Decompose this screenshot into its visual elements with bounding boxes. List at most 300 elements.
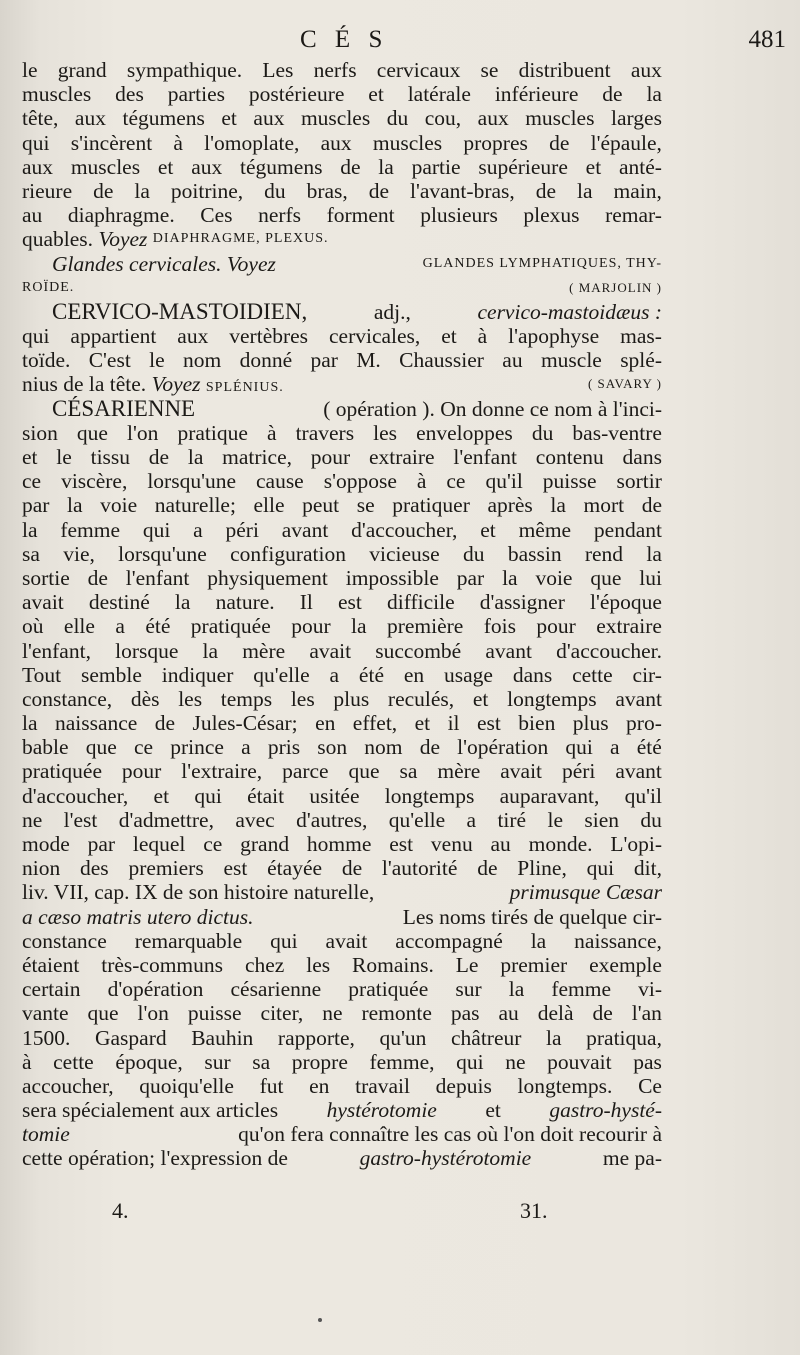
text-line <box>22 1001 662 1025</box>
word: temps <box>220 686 273 711</box>
word: l'autorité <box>381 856 458 881</box>
word: muscles <box>525 106 595 131</box>
word: rapporte, <box>277 1025 355 1050</box>
word: grand <box>57 58 107 82</box>
word: du <box>463 541 485 566</box>
word: avait <box>500 759 543 784</box>
entry-heading-line: CÉSARIENNE ( opération ). On donne ce nom à l'inci- <box>52 395 662 421</box>
word: C'est <box>88 348 131 373</box>
word: puisse <box>187 1001 242 1026</box>
text-line <box>22 131 662 155</box>
word: extraire <box>596 614 662 639</box>
word: que <box>87 1001 119 1026</box>
word: aux <box>253 106 285 131</box>
text-line <box>22 276 662 300</box>
word: étaient <box>22 952 80 977</box>
word: matrice, <box>222 445 292 469</box>
word: et <box>414 711 431 736</box>
word: femme <box>551 977 612 1002</box>
word: citer, <box>260 1001 304 1026</box>
word: vie, <box>63 541 95 566</box>
word: pratiquée <box>190 614 271 639</box>
text-line: a cæso matris utero dictus. Les noms tirés de quelque cir- <box>22 904 662 929</box>
word: sur <box>204 1049 231 1074</box>
word: M. <box>356 348 381 373</box>
text-line <box>22 953 662 977</box>
word: partie <box>411 154 461 179</box>
word: bras, <box>306 178 348 203</box>
word: de <box>340 154 361 179</box>
word: cervicaux <box>376 58 461 82</box>
word: de <box>641 493 662 518</box>
word: plus <box>333 686 370 711</box>
word: tiré <box>497 807 527 832</box>
word: 1500. <box>22 1025 71 1050</box>
word: ne <box>505 1049 526 1074</box>
text-line <box>22 856 662 880</box>
word: à <box>173 130 183 155</box>
word: sortir <box>616 469 662 494</box>
word: pratiquée <box>348 977 429 1002</box>
text-line <box>22 348 662 372</box>
word: cir- <box>632 662 662 687</box>
word: la <box>22 711 38 736</box>
word: qu'il <box>485 469 523 494</box>
word: pour <box>291 614 331 639</box>
word: plexus <box>523 203 580 228</box>
word: la <box>378 154 394 179</box>
word: qui <box>142 517 171 542</box>
word: naturelle; <box>154 493 236 518</box>
word: ce <box>22 469 42 494</box>
word: la <box>351 614 367 639</box>
word: certain <box>22 977 81 1002</box>
word: tégumens <box>122 106 205 131</box>
text-line: sera spécialement aux articles hystérotomie et gastro-hysté- <box>22 1098 662 1123</box>
word: qu'elle <box>388 807 446 832</box>
word: muscles <box>372 130 443 155</box>
word: étayée <box>267 856 323 881</box>
word: été <box>358 662 384 687</box>
headword: CÉSARIENNE <box>52 395 196 421</box>
word: pendant <box>593 517 662 542</box>
word: larges <box>610 106 662 131</box>
word: tête, <box>22 106 59 131</box>
word: s'incèrent <box>70 130 153 155</box>
word: auparavant, <box>499 783 600 808</box>
word: la <box>67 493 83 518</box>
author-signature: ( MARJOLIN ) <box>569 279 662 295</box>
word: la <box>646 82 662 107</box>
text-line <box>22 1026 662 1050</box>
word: et <box>22 445 38 469</box>
word: ce <box>133 735 154 760</box>
word: nerfs <box>258 203 302 228</box>
word: et <box>585 154 602 179</box>
word: Pline, <box>517 856 567 881</box>
word: splé- <box>620 348 662 373</box>
word: Le <box>455 952 479 977</box>
word: que <box>76 420 108 445</box>
word: la <box>550 493 566 518</box>
word: il <box>447 711 460 736</box>
word: mère <box>437 759 481 784</box>
word: péri <box>225 517 259 542</box>
word: les <box>290 686 315 711</box>
text-line <box>22 58 662 82</box>
word: la <box>187 445 204 469</box>
word: son <box>317 735 348 760</box>
word: l'on <box>127 420 159 445</box>
word: Ces <box>200 203 233 228</box>
word: l'an <box>631 1001 662 1026</box>
word: Chaussier <box>399 348 484 373</box>
word: de <box>368 178 390 203</box>
word: pris <box>267 735 301 760</box>
word: nature. <box>215 590 275 615</box>
word: était <box>247 783 285 808</box>
word: la <box>577 178 593 203</box>
word: latérale <box>407 82 471 107</box>
word: puisse <box>542 469 597 494</box>
word: bable <box>22 735 69 760</box>
word: du <box>264 178 286 203</box>
paper-speck <box>318 1318 322 1322</box>
word: cou, <box>424 106 462 131</box>
word: et <box>157 154 174 179</box>
word: d'autres, <box>296 807 368 832</box>
word: l'enfant <box>125 565 190 590</box>
word: appartient <box>70 324 157 349</box>
text-line: quables. Voyez DIAPHRAGME, PLEXUS. <box>22 227 329 252</box>
word: longtemps <box>507 686 597 711</box>
word: la <box>134 178 150 203</box>
word: sa <box>399 759 418 784</box>
text-line <box>22 179 662 203</box>
word: et <box>368 82 384 107</box>
word: au <box>490 832 511 856</box>
word: voie <box>535 565 573 590</box>
word: la <box>22 517 38 542</box>
word: de <box>477 856 498 881</box>
word: vertèbres <box>229 324 309 349</box>
word: qui <box>565 735 593 760</box>
text-line <box>22 759 662 783</box>
word: premiers <box>128 856 204 881</box>
word: mort <box>583 493 625 518</box>
word: Romains. <box>352 952 434 977</box>
word: de <box>154 711 176 736</box>
text-line <box>22 445 662 469</box>
word: par <box>456 565 485 590</box>
word: époque, <box>115 1049 183 1074</box>
author-signature: ( SAVARY ) <box>587 376 662 392</box>
word: le <box>22 58 38 82</box>
word: indiquer <box>161 662 234 687</box>
word: l'avant-bras, <box>410 178 515 203</box>
word: constance <box>22 928 107 953</box>
voyez-ref: Voyez <box>98 227 148 252</box>
word: depuis <box>435 1073 492 1098</box>
word: rieure <box>22 178 73 203</box>
word: et <box>480 517 496 542</box>
word: enveloppes <box>416 420 513 445</box>
text-line <box>22 808 662 832</box>
word: nion <box>22 856 61 881</box>
word: au <box>502 348 523 373</box>
word: a <box>610 735 620 760</box>
word: été <box>145 614 171 639</box>
word: avant <box>615 759 662 784</box>
word: tissu <box>90 445 131 469</box>
cross-reference: DIAPHRAGME, PLEXUS. <box>152 231 329 247</box>
word: d'accoucher, <box>351 517 458 542</box>
word: peut <box>302 493 340 518</box>
word: est <box>223 856 248 881</box>
word: homme <box>306 832 372 856</box>
word: pratiqua, <box>586 1025 662 1050</box>
text-line: liv. VII, cap. IX de son histoire naturelle, primusque Cæsar <box>22 880 662 905</box>
word: forment <box>326 203 395 228</box>
word: prince <box>170 735 224 760</box>
word: pouvait <box>547 1049 612 1074</box>
word: aux <box>22 154 54 179</box>
word: bassin <box>507 541 562 566</box>
word: exemple <box>589 952 662 977</box>
word: de <box>341 856 363 881</box>
word: poitrine, <box>170 178 244 203</box>
word: du <box>386 106 409 131</box>
word: naissance, <box>574 928 662 953</box>
word: nerfs <box>313 58 357 82</box>
word: dit, <box>633 856 662 881</box>
word: l'épaule, <box>590 130 662 155</box>
word: l'omoplate, <box>204 130 300 155</box>
word: effet, <box>352 711 398 736</box>
word: à <box>22 1049 32 1074</box>
word: constance, <box>22 686 113 711</box>
word: d'assigner <box>479 590 565 615</box>
text-line <box>22 711 662 735</box>
text-line <box>22 784 662 808</box>
word: configuration <box>230 541 346 566</box>
word: vante <box>22 1001 69 1026</box>
word: nom <box>364 735 403 760</box>
text-line <box>22 82 662 106</box>
word: qui <box>22 324 50 349</box>
word: semble <box>80 662 142 687</box>
word: Gaspard <box>94 1025 167 1050</box>
word: elle <box>63 614 95 639</box>
signature-mark: 31. <box>520 1198 548 1223</box>
word: qui <box>22 130 50 155</box>
word: à <box>477 324 488 349</box>
text-line <box>22 566 662 590</box>
word: qui <box>270 928 298 953</box>
word: remar- <box>605 203 662 228</box>
word: qu'il <box>624 783 662 808</box>
word: césarienne <box>230 977 322 1002</box>
word: ce <box>446 469 466 494</box>
word: contenu <box>535 445 604 469</box>
text-line <box>22 687 662 711</box>
word: femme <box>60 517 121 542</box>
text-line <box>22 493 662 517</box>
word: de <box>419 735 440 760</box>
word: chez <box>244 952 285 977</box>
word: l'extraire, <box>181 759 263 784</box>
word: sympathique. <box>126 58 243 82</box>
word: Ce <box>638 1073 662 1098</box>
word: remarquable <box>134 928 243 953</box>
word: dès <box>130 686 160 711</box>
word: cette <box>572 662 613 687</box>
word: première <box>386 614 464 639</box>
text-line <box>22 663 662 687</box>
word: postérieure <box>248 82 345 107</box>
word: sien <box>584 807 619 832</box>
word: très-communs <box>101 952 224 977</box>
word: lorsque <box>115 638 179 663</box>
word: avant <box>485 638 532 663</box>
word: parties <box>167 82 226 107</box>
word: accompagné <box>395 928 503 953</box>
word: muscles <box>22 82 92 107</box>
cross-reference: ROÏDE. <box>22 279 75 295</box>
word: de <box>148 445 170 469</box>
word: la <box>646 541 662 566</box>
word: pour <box>310 445 351 469</box>
word: donné <box>239 348 293 373</box>
text-line <box>22 469 662 493</box>
cross-reference: GLANDES LYMPHATIQUES, THY- <box>422 255 662 271</box>
word: l'est <box>63 807 98 832</box>
word: aux <box>74 106 106 131</box>
word: usitée <box>309 783 360 808</box>
word: mas- <box>620 324 662 349</box>
word: extraire <box>368 445 435 469</box>
text-line: Glandes cervicales. Voyez GLANDES LYMPHATIQUES, THY- <box>52 251 662 276</box>
word: plus <box>572 711 609 736</box>
word: est <box>389 832 414 856</box>
word: longtemps. <box>517 1073 613 1098</box>
word: été <box>636 735 662 760</box>
word: que <box>348 759 380 784</box>
running-head: C É S <box>300 26 389 53</box>
word: en <box>315 711 336 736</box>
body-text <box>22 58 662 1171</box>
word: femme, <box>369 1049 435 1074</box>
word: tégumens <box>240 154 323 179</box>
word: Tout <box>22 662 62 687</box>
word: bien <box>518 711 556 736</box>
word: qu'un <box>379 1025 427 1050</box>
word: travail <box>355 1073 411 1098</box>
word: parce <box>282 759 329 784</box>
word: avait <box>22 590 64 615</box>
word: pro- <box>626 711 662 736</box>
word: au <box>22 203 43 228</box>
text-line <box>22 832 662 856</box>
word: Bauhin <box>191 1025 254 1050</box>
word: la <box>502 565 518 590</box>
text-line <box>22 929 662 953</box>
word: à <box>266 420 277 445</box>
word: distribuent <box>518 58 611 82</box>
word: fois <box>483 614 517 639</box>
word: le <box>149 348 165 373</box>
word: de <box>602 82 623 107</box>
word: lorsqu'une <box>118 541 207 566</box>
word: toïde. <box>22 348 71 373</box>
word: pratiquer <box>392 493 470 518</box>
word: grand <box>240 832 290 856</box>
word: qui <box>194 783 222 808</box>
word: que <box>85 735 117 760</box>
headword: CERVICO-MASTOIDIEN, <box>52 298 308 324</box>
word: naissance <box>54 711 138 736</box>
word: quoiqu'elle <box>139 1073 234 1098</box>
text-line <box>22 421 662 445</box>
word: des <box>115 82 144 107</box>
word: usage <box>444 662 493 687</box>
word: a <box>466 807 477 832</box>
word: de <box>93 178 114 203</box>
word: mère <box>242 638 286 663</box>
word: anté- <box>618 154 662 179</box>
word: avant <box>281 517 329 542</box>
word: à <box>416 469 427 494</box>
word: difficile <box>387 590 455 615</box>
word: au <box>498 1001 519 1026</box>
word: ne <box>322 1001 343 1026</box>
word: le <box>56 445 72 469</box>
word: a <box>193 517 203 542</box>
word: avec <box>235 807 275 832</box>
signature-mark: 4. <box>112 1198 129 1223</box>
word: rend <box>584 541 624 566</box>
word: l'enfant <box>453 445 517 469</box>
word: elle <box>253 493 285 518</box>
word: s'oppose <box>323 469 397 494</box>
word: avant <box>615 686 662 711</box>
word: vicieuse <box>369 541 440 566</box>
word: sa <box>252 1049 271 1074</box>
word: l'on <box>137 1001 169 1026</box>
word: en <box>403 662 425 687</box>
word: propres <box>463 130 528 155</box>
word: avait <box>325 928 368 953</box>
voyez-ref: Voyez <box>151 372 201 397</box>
text-line <box>22 203 662 227</box>
word: est <box>338 590 362 615</box>
word: de <box>87 565 108 590</box>
text-line <box>22 735 662 759</box>
word: cause <box>255 469 304 494</box>
word: bas-ventre <box>572 420 662 445</box>
word: nom <box>183 348 222 373</box>
text-line <box>22 1074 662 1098</box>
word: ne <box>22 807 43 832</box>
word: les <box>306 952 331 977</box>
text-line <box>22 324 662 348</box>
word: aux <box>177 324 209 349</box>
word: du <box>531 420 554 445</box>
page-header <box>0 26 800 60</box>
word: l'enfant, <box>22 638 91 663</box>
word: muscles <box>300 106 371 131</box>
word: Il <box>299 590 313 615</box>
